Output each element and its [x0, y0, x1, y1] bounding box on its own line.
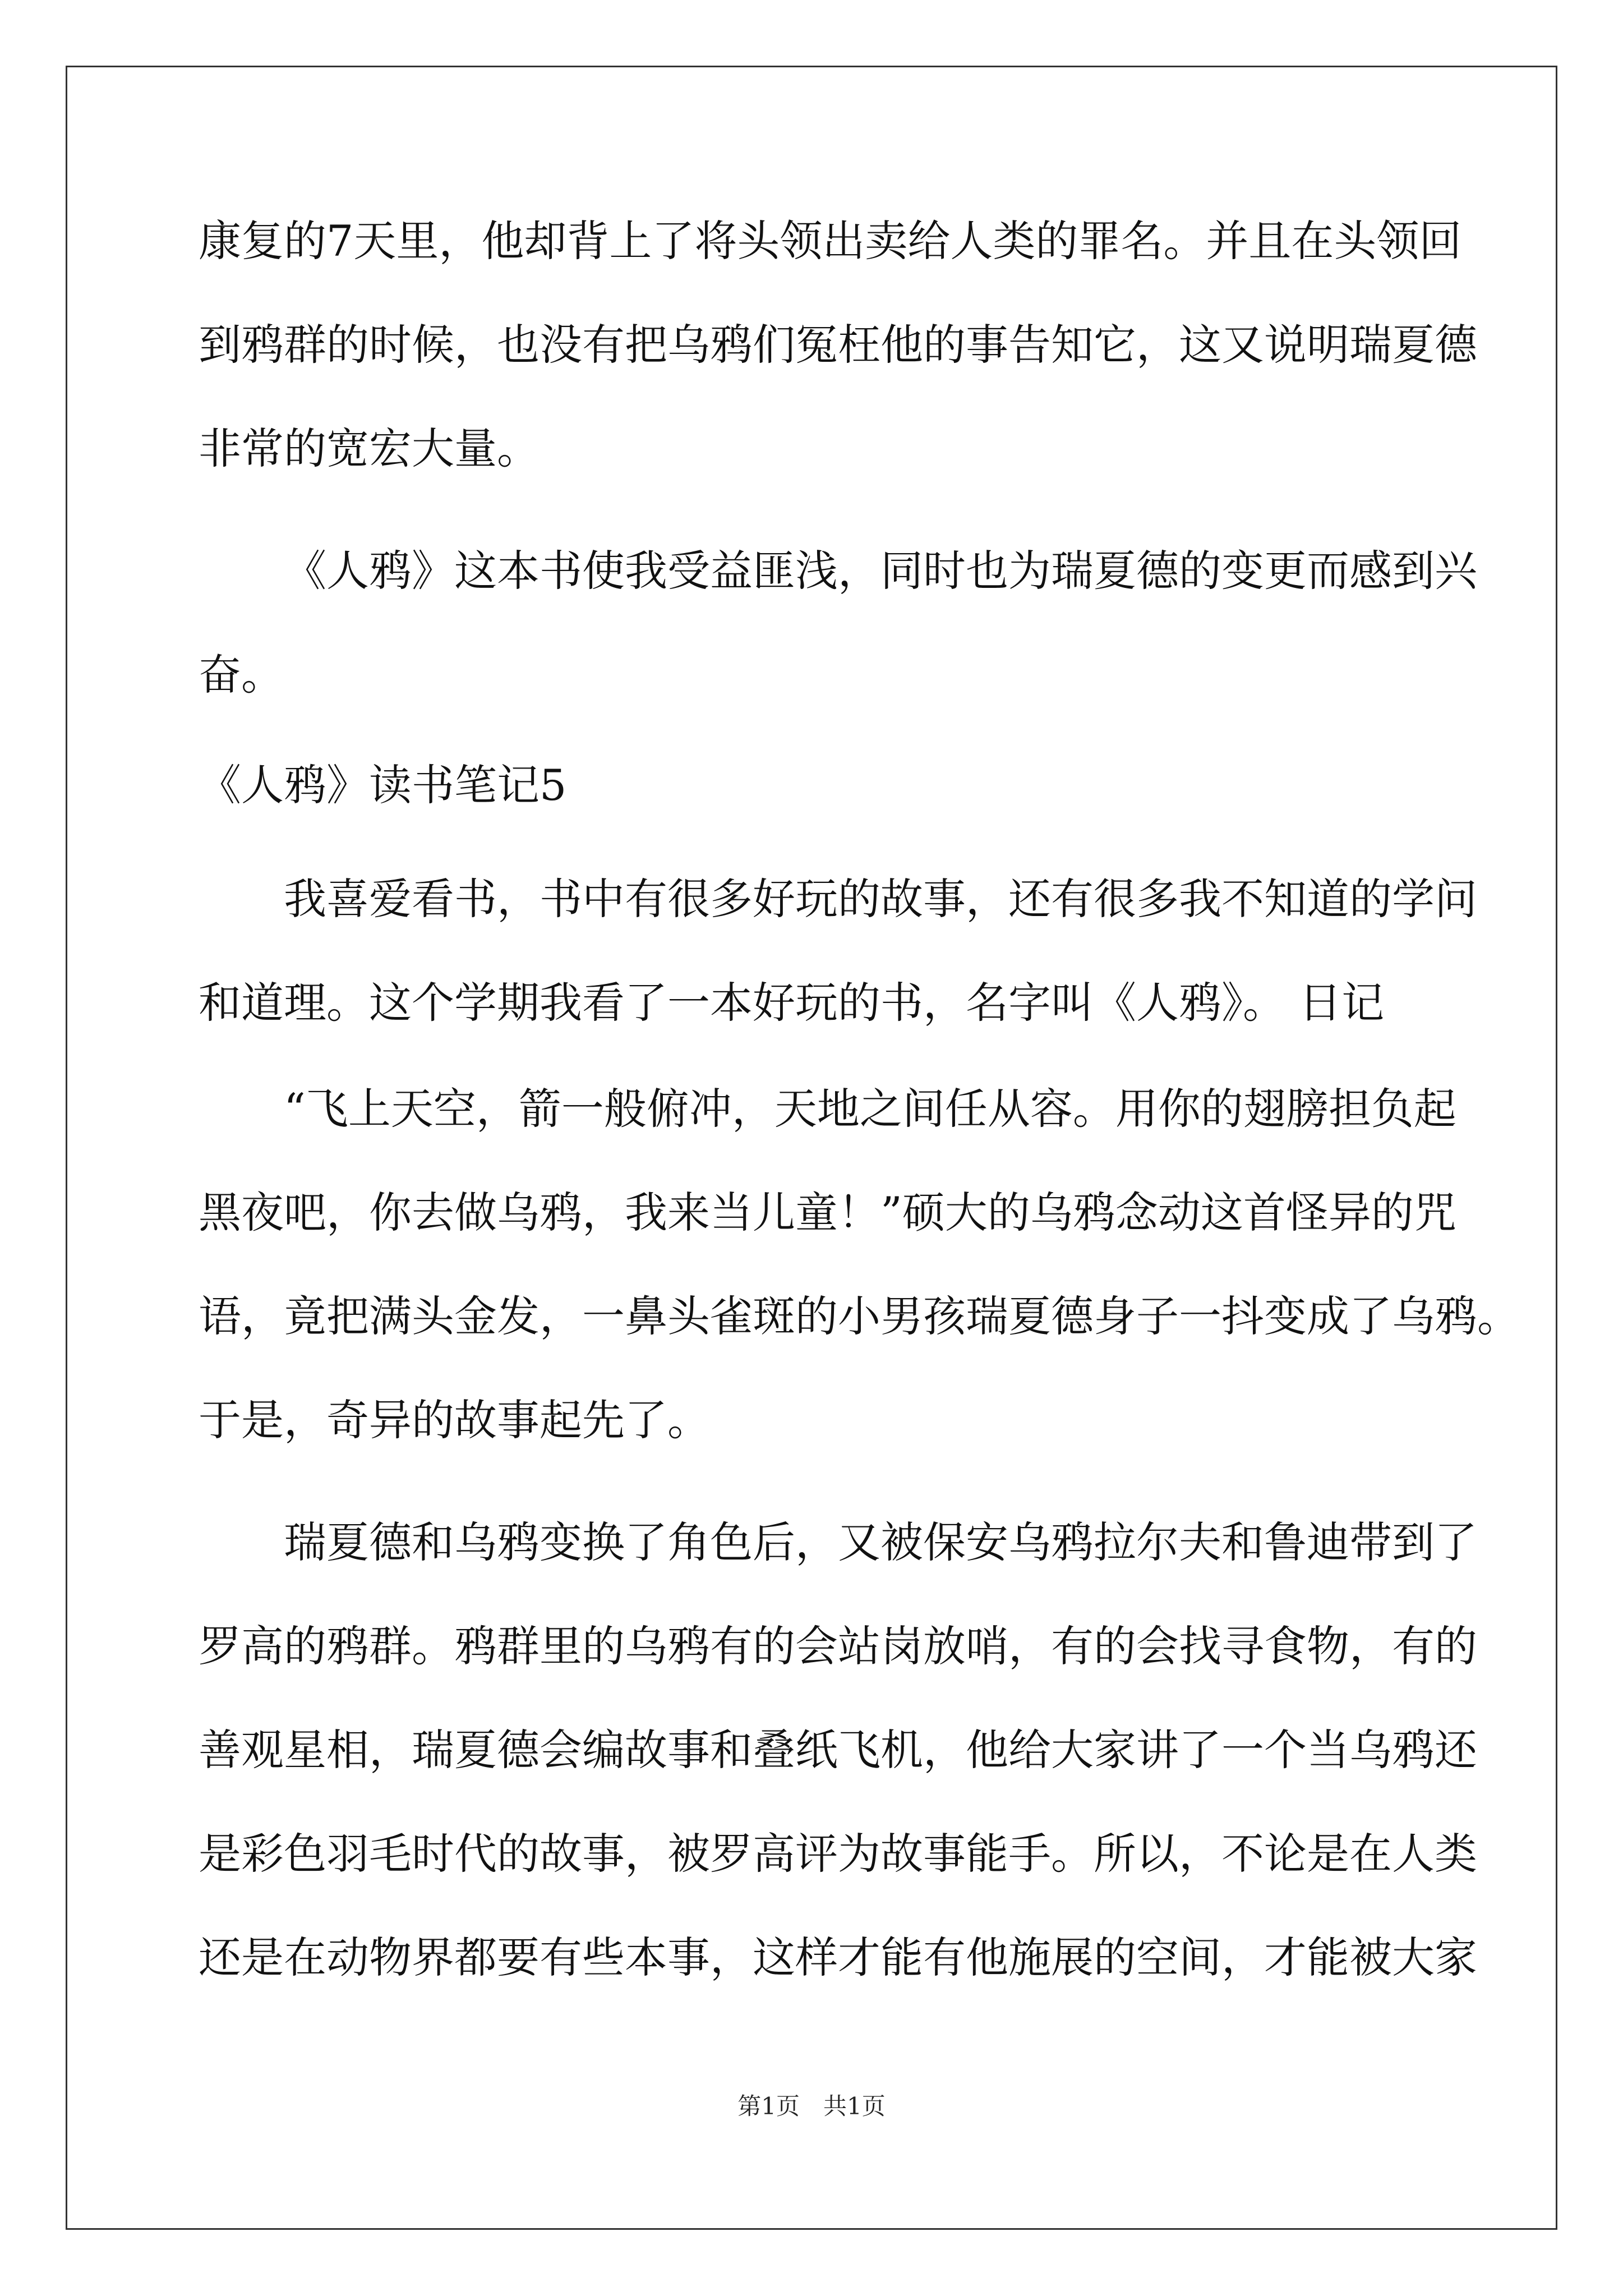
text-line: 瑞夏德和乌鸦变换了角色后，又被保安乌鸦拉尔夫和鲁迪带到了 — [284, 1517, 1477, 1567]
text-line: 奋。 — [199, 650, 284, 700]
text-line: 非常的宽宏大量。 — [199, 424, 540, 473]
text-line: 《人鸦》这本书使我受益匪浅，同时也为瑞夏德的变更而感到兴 — [284, 546, 1477, 596]
text-line: “飞上天空，箭一般俯冲，天地之间任从容。用你的翅膀担负起 — [284, 1084, 1456, 1134]
text-line: 康复的7天里，他却背上了将头领出卖给人类的罪名。并且在头领回 — [199, 216, 1462, 266]
text-line: 到鸦群的时候，也没有把乌鸦们冤枉他的事告知它，这又说明瑞夏德 — [199, 320, 1477, 370]
text-line: 还是在动物界都要有些本事，这样才能有他施展的空间，才能被大家 — [199, 1932, 1477, 1982]
text-line: 语，竟把满头金发，一鼻头雀斑的小男孩瑞夏德身子一抖变成了乌鸦。 — [199, 1291, 1520, 1341]
text-line: 善观星相，瑞夏德会编故事和叠纸飞机，他给大家讲了一个当乌鸦还 — [199, 1725, 1477, 1775]
text-line: 于是，奇异的故事起先了。 — [199, 1395, 710, 1445]
page-footer: 第1页 共1页 — [737, 2092, 886, 2120]
section-heading: 《人鸦》读书笔记5 — [199, 760, 567, 810]
text-line: 罗高的鸦群。鸦群里的乌鸦有的会站岗放哨，有的会找寻食物，有的 — [199, 1621, 1477, 1671]
text-line: 我喜爱看书，书中有很多好玩的故事，还有很多我不知道的学问 — [284, 874, 1477, 924]
text-line: 黑夜吧，你去做乌鸦，我来当儿童！”硕大的乌鸦念动这首怪异的咒 — [199, 1188, 1456, 1237]
text-line: 和道理。这个学期我看了一本好玩的书，名字叫《人鸦》。 日记 — [199, 978, 1385, 1028]
page-border — [66, 66, 1557, 2230]
text-line: 是彩色羽毛时代的故事，被罗高评为故事能手。所以，不论是在人类 — [199, 1829, 1477, 1879]
